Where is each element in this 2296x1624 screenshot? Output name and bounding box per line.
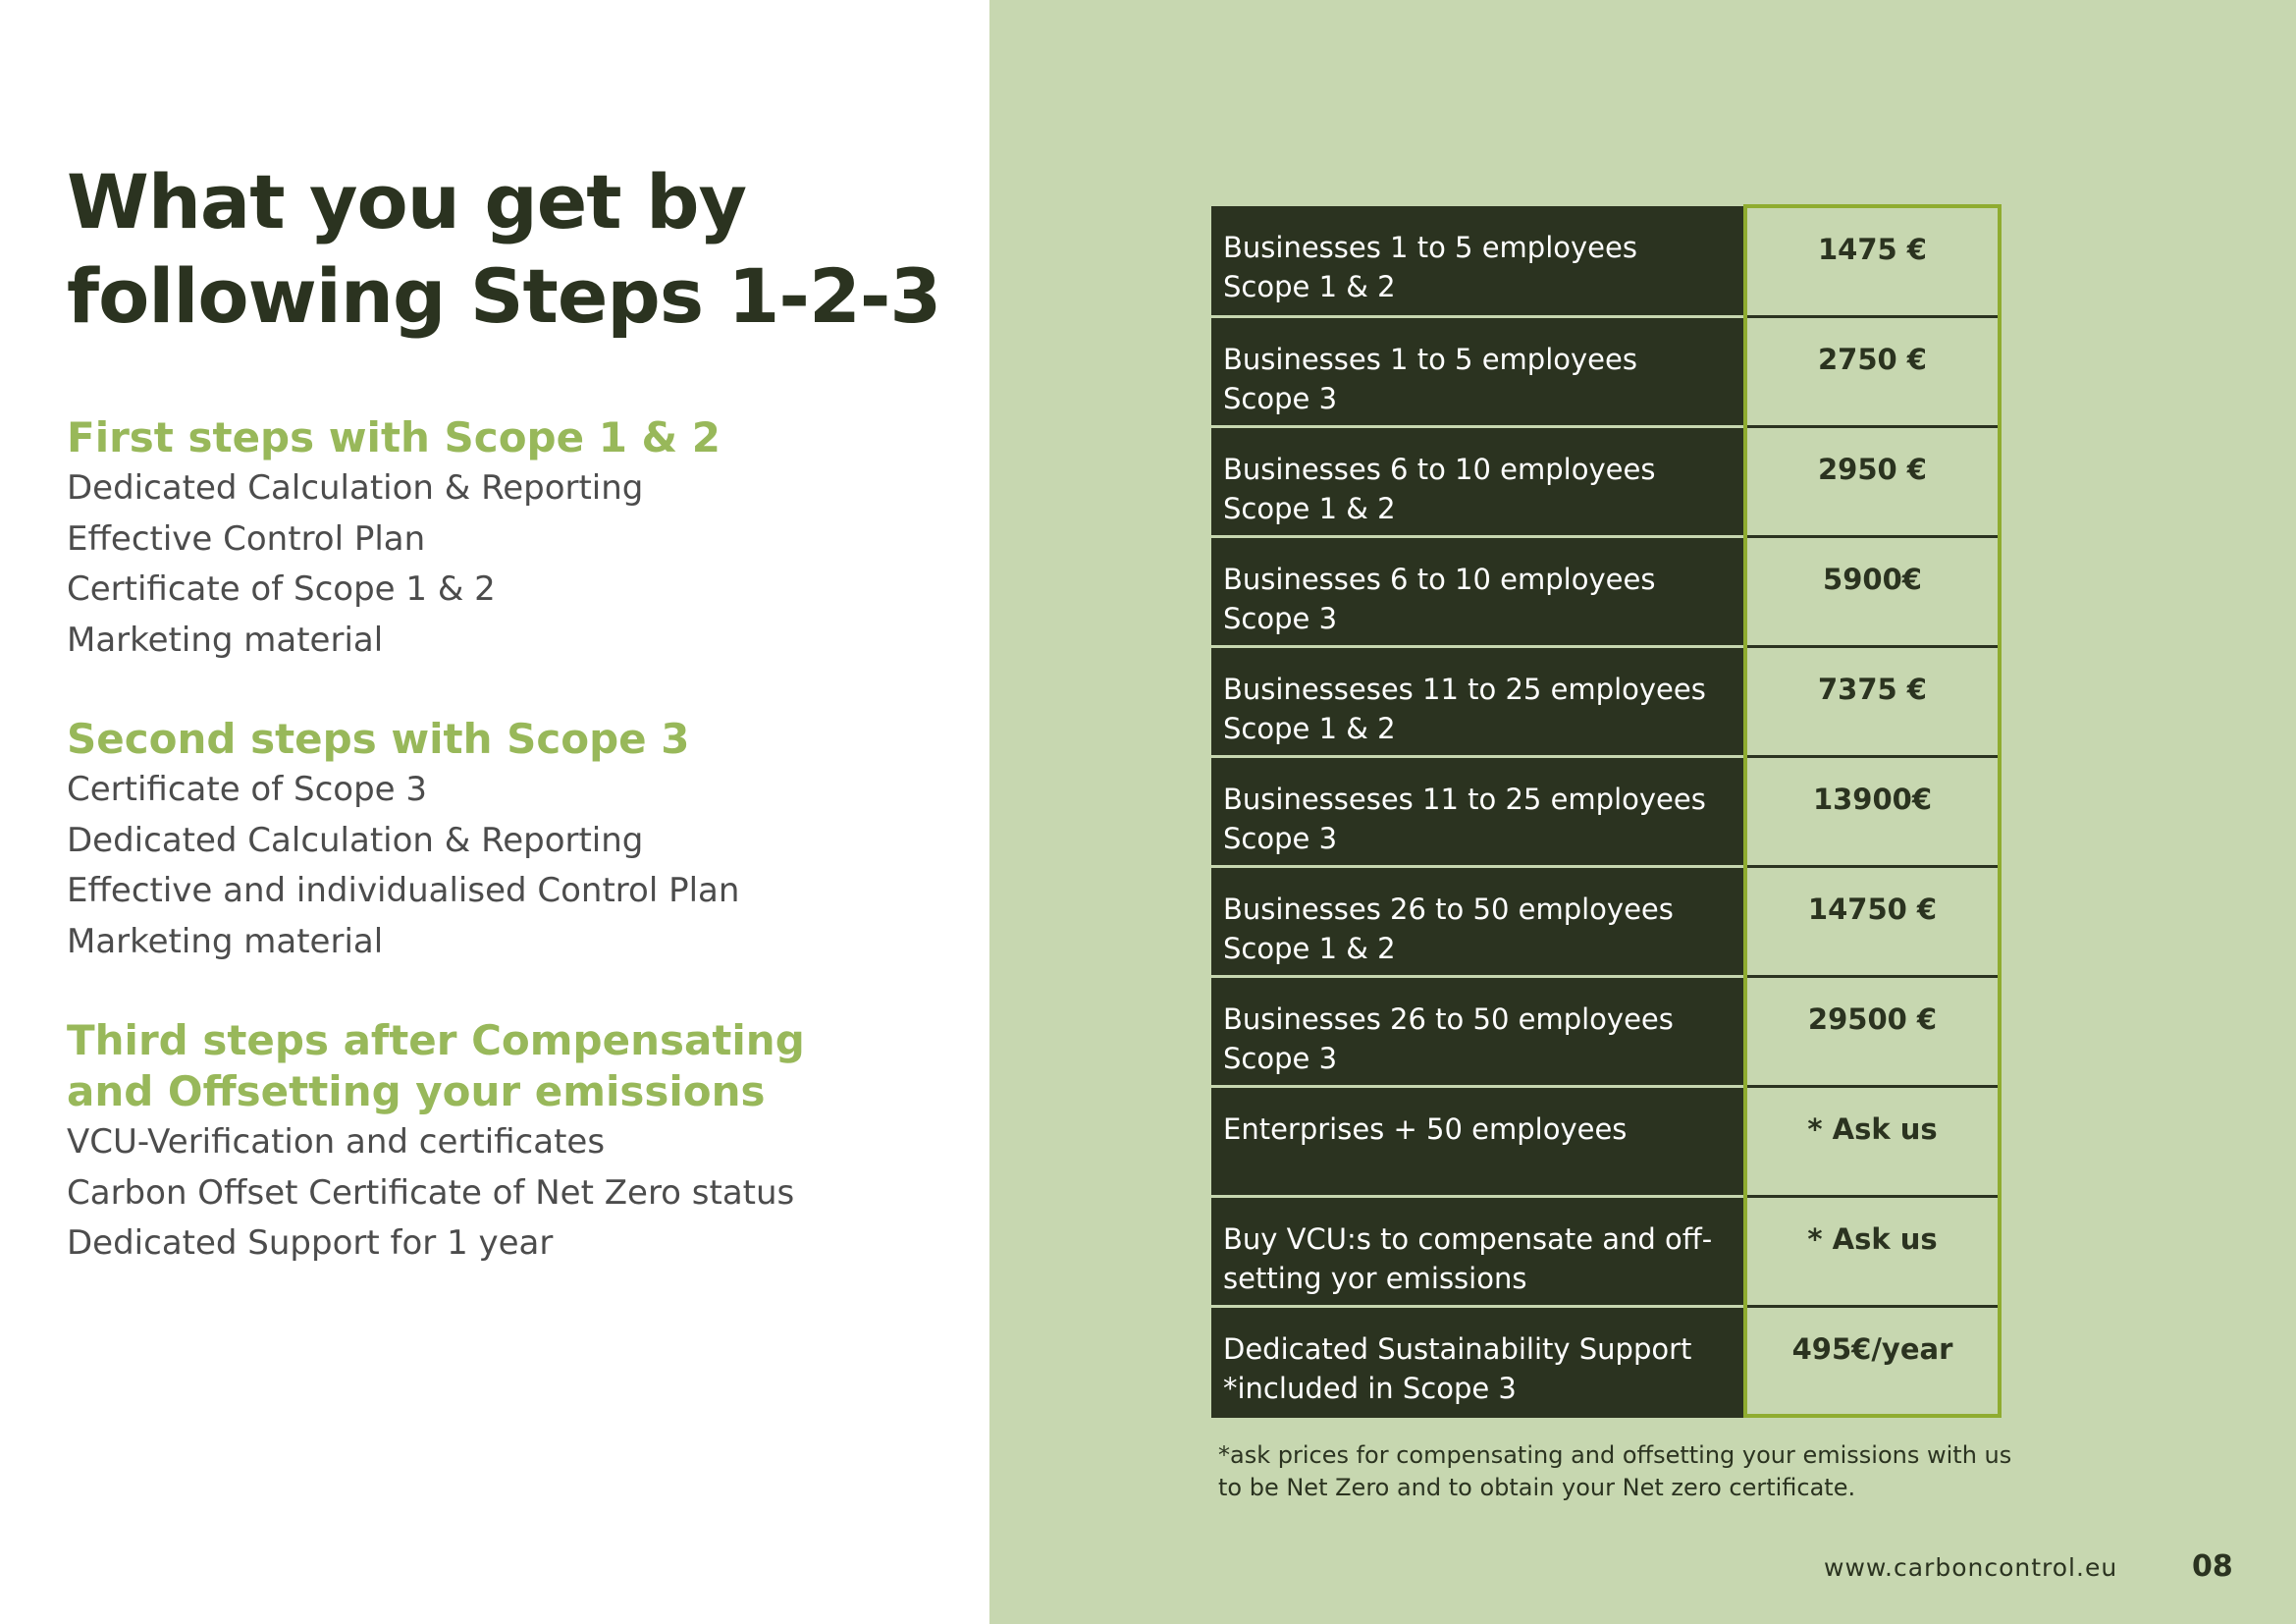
page-title-line-1: What you get by bbox=[67, 158, 747, 245]
table-row bbox=[1211, 1306, 2000, 1416]
pricing-footnote-line-2: to be Net Zero and to obtain your Net zero certificate. bbox=[1218, 1474, 1856, 1501]
pricing-description-line-1: Enterprises + 50 employees bbox=[1223, 1111, 1628, 1146]
list-item: VCU-Verification and certificates bbox=[67, 1122, 606, 1162]
pricing-description-line-1: Businesseses 11 to 25 employees bbox=[1223, 672, 1706, 706]
pricing-price: 2750 € bbox=[1745, 316, 2000, 426]
pricing-price: 29500 € bbox=[1745, 976, 2000, 1086]
pricing-description-line-1: Dedicated Sustainability Support bbox=[1223, 1331, 1692, 1366]
pricing-description-line-2: Scope 3 bbox=[1223, 821, 1338, 855]
pricing-description bbox=[1211, 1196, 1745, 1306]
table-row bbox=[1211, 976, 2000, 1086]
pricing-price: * Ask us bbox=[1745, 1086, 2000, 1196]
list-item: Effective Control Plan bbox=[67, 518, 426, 559]
pricing-description bbox=[1211, 756, 1745, 866]
table-row bbox=[1211, 866, 2000, 976]
list-item: Marketing material bbox=[67, 620, 384, 660]
pricing-description bbox=[1211, 866, 1745, 976]
pricing-description-line-2: Scope 3 bbox=[1223, 601, 1338, 635]
third-steps-heading-line-1: Third steps after Compensating bbox=[67, 1016, 805, 1064]
second-steps-heading: Second steps with Scope 3 bbox=[67, 715, 690, 763]
pricing-description-line-1: Businesseses 11 to 25 employees bbox=[1223, 782, 1706, 816]
table-row bbox=[1211, 206, 2000, 316]
table-row bbox=[1211, 316, 2000, 426]
second-steps-section bbox=[67, 714, 739, 967]
pricing-description-line-2: Scope 1 & 2 bbox=[1223, 931, 1396, 965]
pricing-description-line-1: Businesses 6 to 10 employees bbox=[1223, 562, 1656, 596]
pricing-description-line-1: Businesses 26 to 50 employees bbox=[1223, 892, 1674, 926]
page-title bbox=[67, 155, 940, 344]
pricing-description-line-1: Businesses 1 to 5 employees bbox=[1223, 342, 1637, 376]
website-url: www.carboncontrol.eu bbox=[1824, 1553, 2118, 1582]
list-item: Certificate of Scope 3 bbox=[67, 770, 428, 809]
pricing-price: 495€/year bbox=[1745, 1306, 2000, 1416]
pricing-description bbox=[1211, 426, 1745, 536]
third-steps-heading-line-2: and Offsetting your emissions bbox=[67, 1067, 766, 1115]
table-row bbox=[1211, 756, 2000, 866]
table-row bbox=[1211, 426, 2000, 536]
pricing-price: 2950 € bbox=[1745, 426, 2000, 536]
third-steps-list bbox=[67, 1117, 805, 1270]
pricing-description bbox=[1211, 1306, 1745, 1416]
pricing-description-line-2: Scope 1 & 2 bbox=[1223, 711, 1396, 745]
table-row bbox=[1211, 536, 2000, 646]
pricing-description bbox=[1211, 1086, 1745, 1196]
pricing-price: 1475 € bbox=[1745, 206, 2000, 316]
pricing-price: * Ask us bbox=[1745, 1196, 2000, 1306]
pricing-description-line-2: *included in Scope 3 bbox=[1223, 1371, 1517, 1405]
list-item: Carbon Offset Certificate of Net Zero status bbox=[67, 1172, 795, 1213]
page-title-line-2: following Steps 1-2-3 bbox=[67, 252, 941, 340]
pricing-footnote-line-1: *ask prices for compensating and offsetting your emissions with us bbox=[1218, 1441, 2012, 1469]
third-steps-section bbox=[67, 1015, 805, 1270]
list-item: Marketing material bbox=[67, 921, 384, 961]
pricing-table bbox=[1211, 204, 2002, 1418]
pricing-price: 5900€ bbox=[1745, 536, 2000, 646]
pricing-description-line-2: setting yor emissions bbox=[1223, 1261, 1527, 1295]
list-item: Effective and individualised Control Plan bbox=[67, 871, 740, 910]
third-steps-heading bbox=[67, 1015, 805, 1117]
list-item: Dedicated Calculation & Reporting bbox=[67, 820, 644, 860]
pricing-description bbox=[1211, 536, 1745, 646]
pricing-price: 14750 € bbox=[1745, 866, 2000, 976]
pricing-description-line-1: Businesses 6 to 10 employees bbox=[1223, 452, 1656, 486]
list-item: Dedicated Support for 1 year bbox=[67, 1223, 554, 1263]
table-row bbox=[1211, 1196, 2000, 1306]
first-steps-section bbox=[67, 412, 721, 666]
pricing-description-line-1: Businesses 1 to 5 employees bbox=[1223, 231, 1637, 264]
table-row bbox=[1211, 646, 2000, 756]
pricing-description-line-2: Scope 3 bbox=[1223, 1041, 1338, 1075]
pricing-description-line-2: Scope 1 & 2 bbox=[1223, 491, 1396, 525]
pricing-price: 13900€ bbox=[1745, 756, 2000, 866]
pricing-description-line-2: Scope 1 & 2 bbox=[1223, 270, 1396, 303]
first-steps-list bbox=[67, 463, 721, 666]
pricing-description bbox=[1211, 646, 1745, 756]
pricing-description bbox=[1211, 976, 1745, 1086]
pricing-description bbox=[1211, 206, 1745, 316]
pricing-description-line-2: Scope 3 bbox=[1223, 381, 1338, 415]
first-steps-heading: First steps with Scope 1 & 2 bbox=[67, 413, 721, 461]
pricing-description-line-1: Businesses 26 to 50 employees bbox=[1223, 1001, 1674, 1036]
list-item: Certificate of Scope 1 & 2 bbox=[67, 569, 496, 609]
table-row bbox=[1211, 1086, 2000, 1196]
pricing-price: 7375 € bbox=[1745, 646, 2000, 756]
page-number: 08 bbox=[2192, 1549, 2233, 1584]
pricing-footnote bbox=[1218, 1439, 2023, 1504]
pricing-description bbox=[1211, 316, 1745, 426]
second-steps-list bbox=[67, 765, 739, 967]
list-item: Dedicated Calculation & Reporting bbox=[67, 468, 644, 508]
pricing-description-line-1: Buy VCU:s to compensate and off- bbox=[1223, 1221, 1713, 1256]
